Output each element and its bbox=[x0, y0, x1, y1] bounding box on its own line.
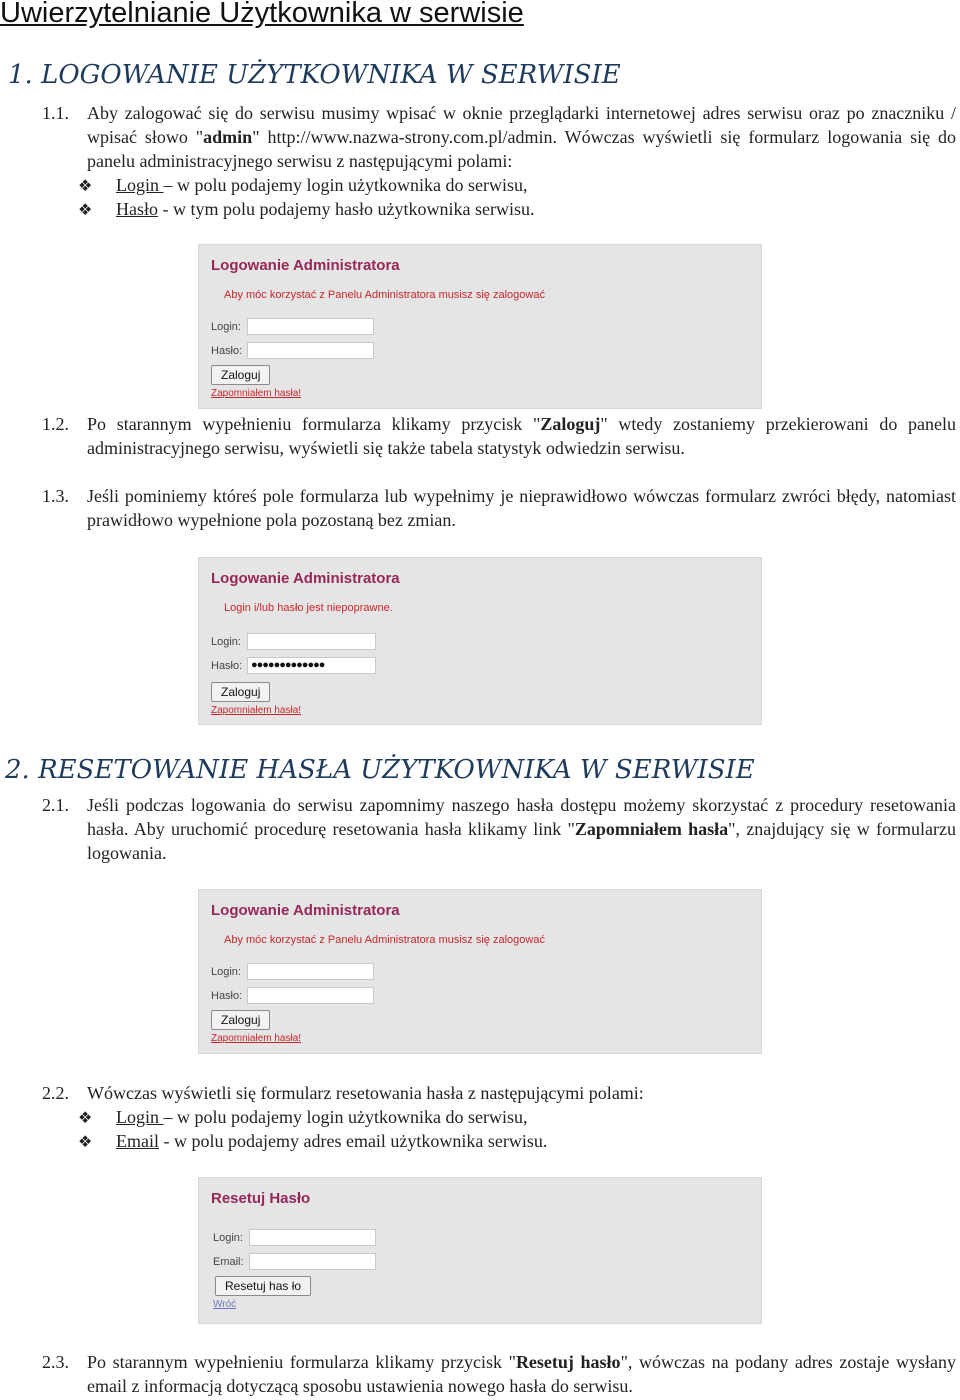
paragraph-text: Jeśli podczas logowania do serwisu zapomnimy naszego hasła dostępu możemy skorzystać z procedury resetowania hasła. Aby uruchomić procedurę resetowania hasła klikamy link " bbox=[87, 795, 956, 839]
document-title: Uwierzytelnianie Użytkownika w serwisie bbox=[0, 0, 524, 29]
password-input[interactable] bbox=[247, 342, 374, 359]
login-panel-screenshot-2 bbox=[198, 889, 762, 1054]
paragraph-2-2 bbox=[42, 1081, 956, 1105]
email-input[interactable] bbox=[249, 1253, 376, 1270]
bullet-password bbox=[78, 197, 534, 222]
bullet-login bbox=[78, 173, 527, 198]
paragraph-text: Po starannym wypełnieniu formularza klikamy przycisk " bbox=[87, 414, 541, 434]
bullet-term: Login bbox=[116, 175, 164, 195]
login-panel-screenshot bbox=[198, 244, 762, 409]
paragraph-2-3 bbox=[42, 1350, 956, 1398]
password-label: Hasło: bbox=[211, 990, 243, 1002]
panel-title: Resetuj Hasło bbox=[211, 1190, 311, 1207]
paragraph-text: Po starannym wypełnieniu formularza klikamy przycisk " bbox=[87, 1352, 516, 1372]
bullet-term: Email bbox=[116, 1131, 159, 1151]
section-2-heading: 2. RESETOWANIE HASŁA UŻYTKOWNIKA W SERWISIE bbox=[5, 755, 755, 785]
paragraph-number: 2.2. bbox=[42, 1083, 69, 1103]
bullet-text: - w tym polu podajemy hasło użytkownika serwisu. bbox=[158, 199, 535, 219]
section-1-heading: 1. LOGOWANIE UŻYTKOWNIKA W SERWISIE bbox=[8, 60, 621, 90]
email-label: Email: bbox=[213, 1256, 244, 1268]
paragraph-text: Jeśli pominiemy któreś pole formularza lub wypełnimy je nieprawidłowo wówczas formularz zwróci błędy, natomiast prawidłowo wypełnione pola pozostaną bez zmian. bbox=[87, 486, 956, 530]
password-input[interactable] bbox=[247, 987, 374, 1004]
paragraph-2-1 bbox=[42, 793, 956, 865]
forgot-password-link[interactable]: Zapomniałem hasła! bbox=[211, 705, 302, 716]
paragraph-1-2 bbox=[42, 412, 956, 460]
login-label: Login: bbox=[211, 636, 241, 648]
login-label: Login: bbox=[211, 321, 241, 333]
reset-password-button[interactable]: Resetuj has ło bbox=[215, 1276, 311, 1296]
login-button[interactable]: Zaloguj bbox=[211, 682, 270, 702]
bold-text: Zapomniałem hasła bbox=[574, 819, 729, 839]
password-label: Hasło: bbox=[211, 345, 243, 357]
login-input[interactable] bbox=[247, 633, 376, 650]
panel-title: Logowanie Administratora bbox=[211, 570, 400, 587]
bullet-text: – w polu podajemy login użytkownika do serwisu, bbox=[163, 1107, 528, 1127]
back-link[interactable]: Wróć bbox=[213, 1299, 237, 1310]
paragraph-text: " wtedy zostaniemy przekierowani do panelu administracyjnego serwisu, wyświetli się także tabela statystyk odwiedzin serwisu. bbox=[87, 414, 956, 458]
paragraph-number: 1.3. bbox=[42, 486, 69, 506]
forgot-password-link[interactable]: Zapomniałem hasła! bbox=[211, 1033, 302, 1044]
bullet-term: Login bbox=[116, 1107, 164, 1127]
diamond-bullet-icon: ❖ bbox=[78, 176, 93, 195]
error-message: Login i/lub hasło jest niepoprawne. bbox=[224, 602, 393, 614]
diamond-bullet-icon: ❖ bbox=[78, 1132, 93, 1151]
paragraph-text: Wówczas wyświetli się formularz resetowania hasła z następującymi polami: bbox=[87, 1083, 644, 1103]
panel-title: Logowanie Administratora bbox=[211, 257, 400, 274]
login-button[interactable]: Zaloguj bbox=[211, 1010, 270, 1030]
paragraph-number: 1.1. bbox=[42, 103, 69, 123]
diamond-bullet-icon: ❖ bbox=[78, 200, 93, 219]
password-input[interactable]: ●●●●●●●●●●●●● bbox=[247, 657, 376, 674]
paragraph-text: " http://www.nazwa-strony.com.pl/admin. Wówczas wyświetli się formularz logowania się do panelu administracyjnego serwisu z następującymi polami: bbox=[87, 127, 956, 171]
diamond-bullet-icon: ❖ bbox=[78, 1108, 93, 1127]
bullet-text: - w polu podajemy adres email użytkownika serwisu. bbox=[159, 1131, 548, 1151]
panel-message: Aby móc korzystać z Panelu Administratora musisz się zalogować bbox=[224, 289, 545, 301]
paragraph-1-3 bbox=[42, 484, 956, 532]
bold-text: Zaloguj bbox=[540, 414, 601, 434]
forgot-password-link[interactable]: Zapomniałem hasła! bbox=[211, 388, 302, 399]
password-label: Hasło: bbox=[211, 660, 243, 672]
login-button[interactable]: Zaloguj bbox=[211, 365, 270, 385]
reset-password-panel-screenshot bbox=[198, 1177, 762, 1324]
panel-message: Aby móc korzystać z Panelu Administratora musisz się zalogować bbox=[224, 934, 545, 946]
panel-title: Logowanie Administratora bbox=[211, 902, 400, 919]
paragraph-text: ", wówczas na podany adres zostaje wysłany email z informacją dotyczącą sposobu ustawienia nowego hasła do serwisu. bbox=[87, 1352, 956, 1396]
login-input[interactable] bbox=[247, 963, 374, 980]
paragraph-text: Aby zalogować się do serwisu musimy wpisać w oknie przeglądarki internetowej adres serwisu oraz po znaczniku / wpisać słowo " bbox=[87, 103, 956, 147]
login-label: Login: bbox=[211, 966, 241, 978]
bold-text: admin bbox=[203, 127, 253, 147]
login-label: Login: bbox=[213, 1232, 243, 1244]
bullet-login bbox=[78, 1105, 527, 1130]
bullet-term: Hasło bbox=[116, 199, 158, 219]
bullet-email bbox=[78, 1129, 547, 1154]
paragraph-number: 1.2. bbox=[42, 414, 69, 434]
bullet-text: – w polu podajemy login użytkownika do serwisu, bbox=[163, 175, 528, 195]
paragraph-number: 2.1. bbox=[42, 795, 69, 815]
bold-text: Resetuj hasło bbox=[515, 1352, 621, 1372]
login-input[interactable] bbox=[249, 1229, 376, 1246]
login-error-panel-screenshot bbox=[198, 557, 762, 725]
paragraph-1-1 bbox=[42, 101, 956, 173]
login-input[interactable] bbox=[247, 318, 374, 335]
paragraph-text: ", znajdujący się w formularzu logowania. bbox=[87, 819, 956, 863]
paragraph-number: 2.3. bbox=[42, 1352, 69, 1372]
